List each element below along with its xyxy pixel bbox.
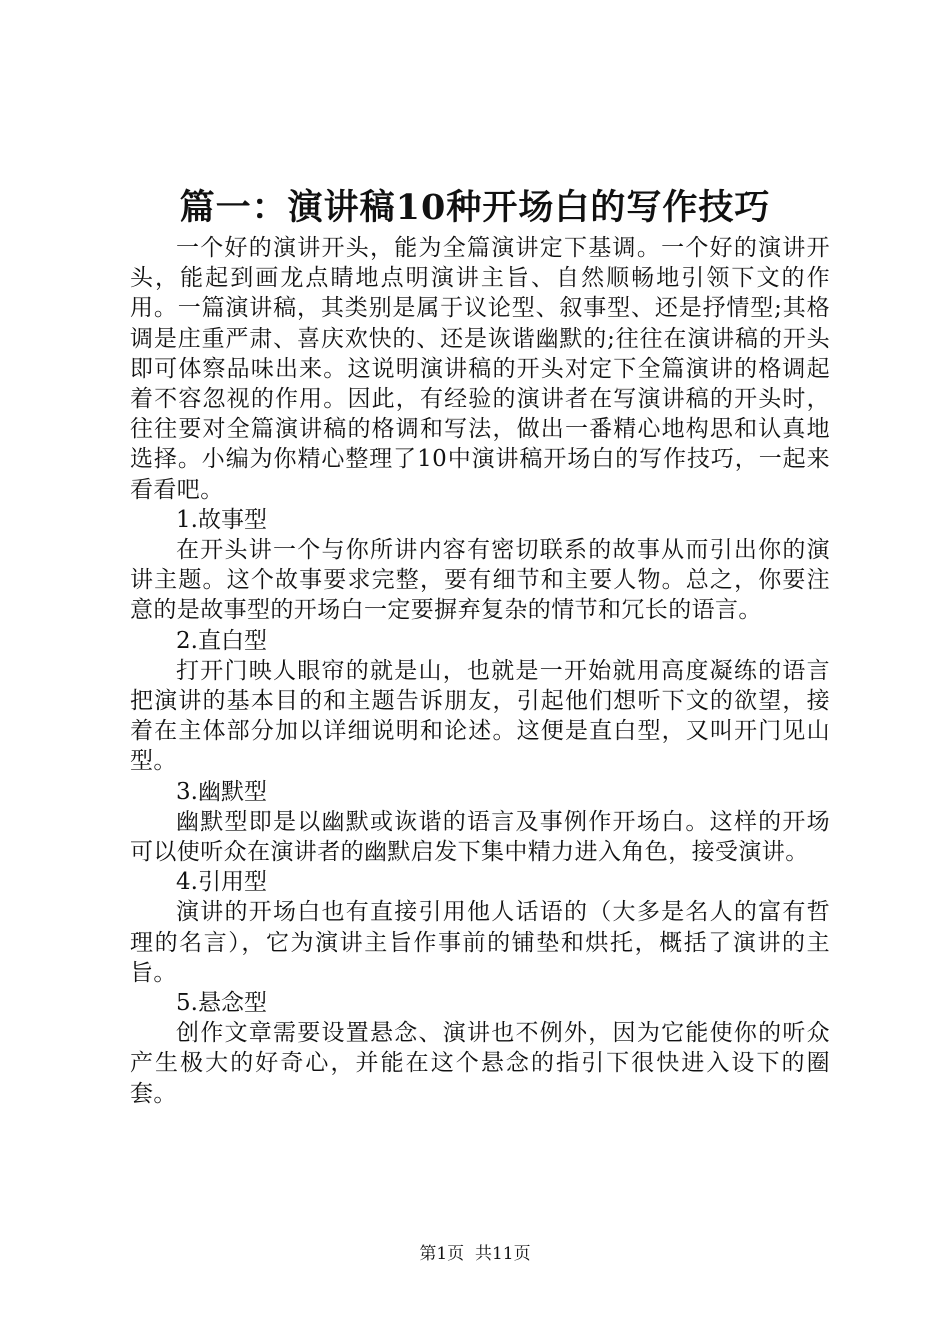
document-title: 篇一：演讲稿10种开场白的写作技巧 [179, 187, 771, 228]
section-heading-suspense: 5.悬念型 [176, 990, 267, 1017]
document-body [130, 233, 830, 1109]
section-heading-humor: 3.幽默型 [176, 778, 267, 805]
section-text-story: 在开头讲一个与你所讲内容有密切联系的故事从而引出你的演讲主题。这个故事要求完整，要有细节和主要人物。总之，你要注意的是故事型的开场白一定要摒弃复杂的情节和冗长的语言。 [130, 537, 830, 624]
section-heading-quote: 4.引用型 [176, 869, 267, 896]
section-text-humor: 幽默型即是以幽默或诙谐的语言及事例作开场白。这样的开场可以使听众在演讲者的幽默启发下集中精力进入角色，接受演讲。 [130, 808, 830, 866]
section-text-suspense: 创作文章需要设置悬念、演讲也不例外，因为它能使你的听众产生极大的好奇心，并能在这个悬念的指引下很快进入设下的圈套。 [130, 1020, 830, 1107]
section-heading-story: 1.故事型 [176, 506, 267, 533]
intro-paragraph: 一个好的演讲开头，能为全篇演讲定下基调。一个好的演讲开头，能起到画龙点睛地点明演讲主旨、自然顺畅地引领下文的作用。一篇演讲稿，其类别是属于议论型、叙事型、还是抒情型;其格调是庄重严肃、喜庆欢快的、还是诙谐幽默的;往往在演讲稿的开头即可体察品味出来。这说明演讲稿的开头对定下全篇演讲的格调起着不容忽视的作用。因此，有经验的演讲者在写演讲稿的开头时，往往要对全篇演讲稿的格调和写法，做出一番精心地构思和认真地选择。小编为你精心整理了10中演讲稿开场白的写作技巧，一起来看看吧。 [130, 235, 830, 503]
section-text-quote: 演讲的开场白也有直接引用他人话语的（大多是名人的富有哲理的名言），它为演讲主旨作事前的铺垫和烘托，概括了演讲的主旨。 [130, 899, 830, 986]
section-text-direct: 打开门映人眼帘的就是山，也就是一开始就用高度凝练的语言把演讲的基本目的和主题告诉朋友，引起他们想听下文的欲望，接着在主体部分加以详细说明和论述。这便是直白型，又叫开门见山型。 [130, 657, 830, 775]
section-heading-direct: 2.直白型 [176, 627, 267, 654]
page-number-footer: 第1页 共11页 [419, 1244, 531, 1264]
